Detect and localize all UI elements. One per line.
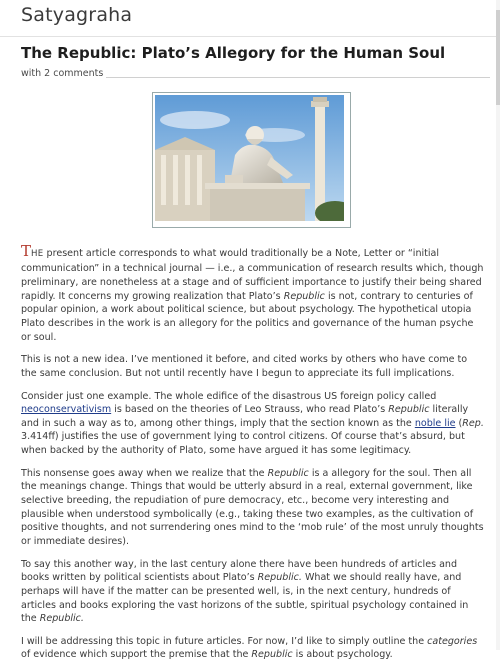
paragraph-text: is about psychology. bbox=[292, 649, 393, 661]
emphasis: Republic. bbox=[39, 613, 84, 625]
meta-divider bbox=[106, 77, 490, 78]
small-caps-text: HE bbox=[31, 249, 44, 259]
scrollbar-thumb[interactable] bbox=[496, 10, 500, 105]
paragraph-6 bbox=[21, 635, 484, 662]
noble-lie-link[interactable]: noble lie bbox=[414, 417, 456, 429]
paragraph-text: is based on the theories of Leo Strauss, who read Plato’s bbox=[111, 404, 389, 416]
drop-cap: T bbox=[21, 242, 32, 260]
paragraph-text: What we should really have, and perhaps will have if the matter can be presented well, is, in the next century, hundreds of articles and books exploring the vast horizons of the subtle, spiritual psychology contained in the bbox=[21, 572, 469, 625]
emphasis: categories bbox=[427, 635, 478, 647]
paragraph-text: literally and in such a way as to, among other things, imply that the section known as the bbox=[21, 404, 469, 429]
emphasis: Republic bbox=[283, 290, 325, 302]
paragraph-text: 3.414ff) justifies the use of government lying to control citizens. Of course that’s absurd, but when backed by the authority of Plato, some have argued it has some legitimacy. bbox=[21, 431, 465, 457]
paragraph-text: ( bbox=[455, 417, 463, 429]
site-header bbox=[0, 0, 500, 37]
paragraph-5 bbox=[21, 558, 484, 626]
comments-link[interactable]: with 2 comments bbox=[21, 68, 104, 79]
emphasis: Republic bbox=[267, 467, 309, 479]
emphasis: Republic. bbox=[257, 572, 302, 584]
paragraph-text: Consider just one example. The whole edifice of the disastrous US foreign policy called bbox=[21, 390, 437, 402]
emphasis: Republic bbox=[251, 649, 293, 661]
emphasis: Republic bbox=[388, 404, 430, 416]
post-image[interactable] bbox=[152, 92, 351, 228]
plato-statue-image bbox=[155, 95, 344, 221]
paragraph-text: This nonsense goes away when we realize that the bbox=[21, 467, 268, 479]
post-title[interactable]: The Republic: Plato’s Allegory for the Human Soul bbox=[21, 44, 446, 62]
paragraph-text: is not, contrary to centuries of popular opinion, a work about political science, but about psychology. The hypothetical utopia Plato describes in the work is an allegory for the politics and governance of the human psyche or soul. bbox=[21, 290, 474, 343]
neoconservativism-link[interactable]: neoconservativism bbox=[21, 404, 112, 416]
article-body bbox=[21, 241, 484, 671]
paragraph-1 bbox=[21, 241, 484, 344]
paragraph-text: present article corresponds to what would traditionally be a Note, Letter or “initial communication” in a technical journal — i.e., a communication of research results which, though preliminary, are nonetheless at a stage and of sufficient importance to justify their being shared rapidly. It concerns my growing realization that Plato’s bbox=[21, 248, 484, 302]
paragraph-text: I will be addressing this topic in future articles. For now, I’d like to simply outline the bbox=[21, 635, 428, 647]
paragraph-2: This is not a new idea. I’ve mentioned it before, and cited works by others who have come to the same conclusion. But not until recently have I begun to appreciate its full implications. bbox=[21, 354, 468, 379]
paragraph-3 bbox=[21, 390, 484, 458]
paragraph-text: of evidence which support the premise that the bbox=[21, 649, 252, 661]
scrollbar-track[interactable] bbox=[496, 0, 500, 650]
paragraph-text: To say this another way, in the last century alone there have been hundreds of articles and books written by political scientists about Plato’s bbox=[21, 558, 458, 584]
paragraph-text: is a allegory for the soul. Then all the meanings change. Things that would be utterly absurd in a real, external government, like selective breeding, the repudiation of pure democracy, etc., become very interesting and plausible when understood symbolically (e.g., taking these two examples, as the cultivation of positive thoughts, and not surrendering ones mind to the ‘mob rule’ of the most unruly thoughts or immediate desires). bbox=[21, 467, 484, 547]
site-title[interactable]: Satyagraha bbox=[21, 4, 133, 26]
emphasis: Rep. bbox=[462, 417, 484, 429]
paragraph-4 bbox=[21, 467, 484, 549]
